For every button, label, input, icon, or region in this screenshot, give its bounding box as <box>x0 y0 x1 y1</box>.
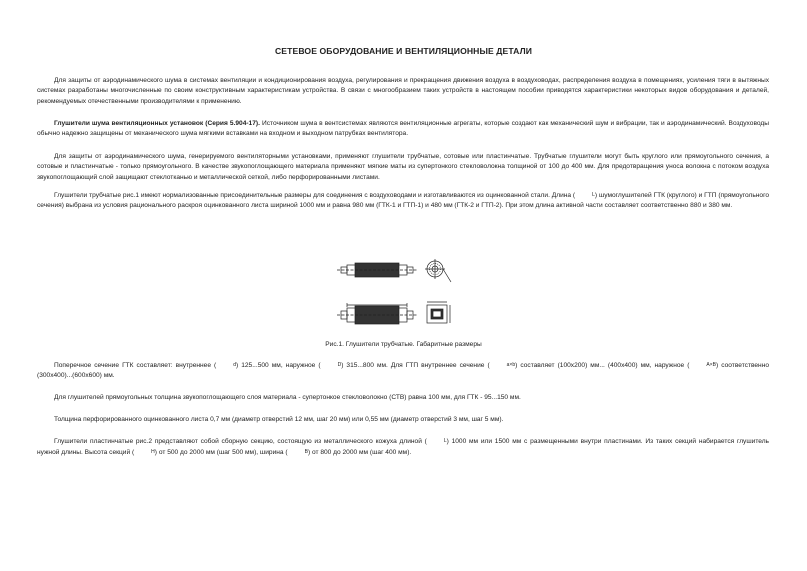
inner-diameter-symbol: d <box>233 362 236 368</box>
section-width-symbol: B <box>304 449 308 456</box>
silencers-paragraph <box>37 119 769 140</box>
rect-silencer-drawing <box>337 303 417 324</box>
tubular-paragraph <box>37 190 769 212</box>
round-silencer-drawing <box>337 263 417 277</box>
plate-silencer-paragraph <box>37 436 769 459</box>
outer-diameter-symbol: D <box>337 362 342 368</box>
plate-text-d: ) от 800 до 2000 мм (шаг 400 мм). <box>307 449 412 457</box>
round-section-drawing <box>425 259 451 282</box>
perforated-paragraph: Толщина перфорированного оцинкованного листа 0,7 мм (диаметр отверстий 12 мм, шаг 20 мм) или 0,55 мм (диаметр отверстий 3 мм, шаг 5 мм). <box>54 416 504 423</box>
tubular-text-a: Глушители трубчатые рис.1 имеют нормализованные присоединительные размеры для соединения с воздуховодами и изготавливаются из оцинкованной стали. Длина ( <box>54 192 576 199</box>
page-title: СЕТЕВОЕ ОБОРУДОВАНИЕ И ВЕНТИЛЯЦИОННЫЕ ДЕТАЛИ <box>275 46 532 56</box>
figure-tubular-silencers <box>335 250 475 335</box>
rect-section-drawing <box>427 302 450 323</box>
plate-text-a: Глушители пластинчатые рис.2 представляют собой сборную секцию, состоящую из металлического кожуха длиной ( <box>54 438 427 445</box>
plate-text-b: ) 1000 мм или 1500 мм с размещенными внутри пластинами. Из таких секций набирается глушитель нужной длины. Высота секций ( <box>37 438 769 457</box>
inner-section-symbol: a×b <box>506 362 516 368</box>
cross-text-a: Поперечное сечение ГТК составляет: внутреннее ( <box>54 362 217 369</box>
tubular-text-b: ) шумоглушителей ГТК (круглого) и ГТП (прямоугольного сечения) выбрана из условия рационального раскроя оцинкованного листа шириной 1000 мм и равна 980 мм (ГТК-1 и ГТП-1) и 480 мм (ГТК-2 и ГТП-2). При этом длина активной части составляет соответственно 880 и 380 мм. <box>37 192 769 210</box>
cross-text-d: ) составляет (100х200) мм... (400х400) мм, наружное ( <box>515 362 690 369</box>
cross-text-e: ) соответственно (300х400)...(600х600) мм. <box>37 362 770 380</box>
section-height-symbol: H <box>151 449 155 456</box>
silencers-heading: Глушители шума вентиляционных установок (Серия 5.904-17). <box>54 120 260 127</box>
section-length-symbol: L <box>443 438 447 444</box>
outer-section-symbol: A×B <box>706 362 717 368</box>
plate-text-c: ) от 500 до 2000 мм (шаг 500 мм), ширина ( <box>154 449 288 457</box>
length-symbol: L <box>592 192 595 198</box>
cross-section-paragraph <box>37 360 769 382</box>
intro-paragraph: Для защиты от аэродинамического шума в системах вентиляции и кондиционирования воздуха, регулирования и прекращения движения воздуха в воздуховодах, распределения воздуха в помещениях, усиления тяги в вытяжных системах разработаны многочисленные по своим конструктивным характеристикам устройства. В связи с многообразием таких устройств в настоящем пособии приводятся характеристики некоторых видов оборудования и деталей, рекомендуемых отечественными производителями к применению. <box>37 77 769 105</box>
thickness-paragraph: Для глушителей прямоугольных толщина звукопоглощающего слоя материала - супертонкое стекловолокно (СТВ) равна 100 мм, для ГТК - 95...150 мм. <box>54 394 521 401</box>
cross-text-b: ) 125...500 мм, наружное ( <box>236 362 321 369</box>
silencers-text: Источником шума в вентсистемах являются вентиляционные агрегаты, которые создают как механический шум и вибрации, так и аэродинамический. Воздуховоды обычно надежно защищены от механического шума мягкими вставками на входном и выходном патрубках вентилятора. <box>37 120 769 138</box>
cross-text-c: ) 315...800 мм. Для ГТП внутреннее сечение ( <box>341 362 490 369</box>
figure-caption: Рис.1. Глушители трубчатые. Габаритные размеры <box>325 341 482 348</box>
types-paragraph: Для защиты от аэродинамического шума, генерируемого вентиляторными установками, применяют глушители трубчатые, сотовые или пластинчатые. Трубчатые глушители могут быть круглого или прямоугольного сечения, а сотовые и пластинчатые - только прямоугольного. В качестве звукопоглощающего материала применяют мягкие маты из супертонкого стекловолокна толщиной от 100 до 400 мм. Для предотвращения уноса волокна с потоком воздуха звукопоглощающий слой защищают стеклотканью и металлической сеткой, либо перфорированными листами. <box>37 153 769 181</box>
